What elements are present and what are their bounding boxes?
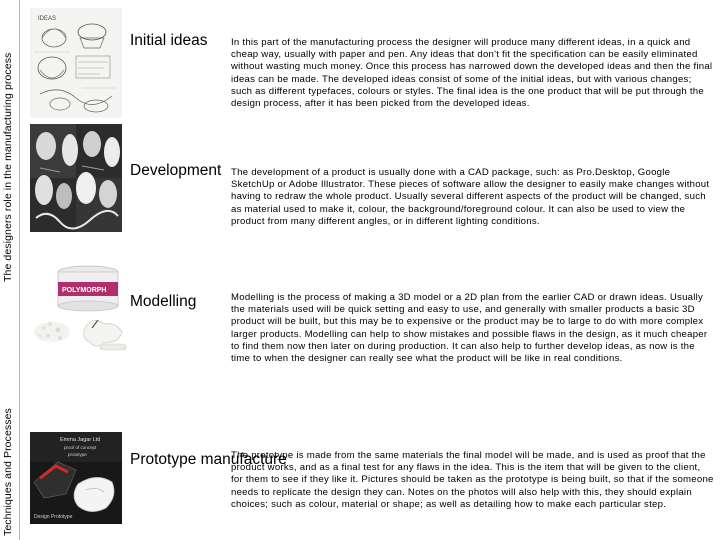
sketch-illustration	[30, 8, 122, 118]
prototype-label-1: Emma Jagar Ltd	[60, 437, 101, 443]
prototype-label-3: prototype	[68, 452, 87, 457]
row-heading: Initial ideas	[130, 32, 208, 49]
modelling-illustration	[30, 258, 132, 364]
prototype-illustration	[30, 432, 122, 524]
section-label-techniques: Techniques and Processes	[2, 408, 14, 536]
development-cad-image	[30, 124, 122, 232]
sketch-title: IDEAS	[38, 16, 57, 22]
section-divider	[19, 0, 20, 540]
modelling-materials-image	[30, 258, 132, 364]
prototype-label-2: proof of concept	[64, 445, 97, 450]
row-body-text: The development of a product is usually done with a CAD package, such: as Pro.Desktop, Google SketchUp or Adobe Illustrator. These pieces of software allow the designer to easily make changes without having to redraw the whole product. Usually several different aspects of the product will be changed, such as material used to make it, colour, the background/foreground colour. It can also be used to view the product from many different angles, or in different lighting conditions.	[231, 167, 710, 227]
row-body-text: The prototype is made from the same materials the final model will be made, and is used as proof that the product works, and as a final test for any flaws in the idea. This is the item that will be given to the client, for them to see if they like it. Pictures should be taken as the prototype is being built, so that if the someone needs to replicate the design they can. Notes on the photos will also help with this, they should explain choices; such as colour, material or shape; as well as detailing how to make each particular step.	[231, 450, 714, 510]
row-body-text: Modelling is the process of making a 3D model or a 2D plan from the earlier CAD or drawn ideas. Usually the materials used will be quick setting and easy to use, and generally with smaller products a basic 3D product will be built, but this may be to expensive or the product may be to large to do with more complex larger products. Modelling can help to show mistakes and possible flaws in the design, as it much cheaper to find them now then later on during production. It can also help to further develop ideas, as now is the time to when the designer can really see what the product will be like in real conditions.	[231, 292, 708, 365]
row-body-text: In this part of the manufacturing process the designer will produce many different ideas, in a quick and cheap way, usually with paper and pen. Any ideas that don't fit the specification can be easily eliminated without wasting much money. Once this process has narrowed down the developed ideas and then the final ideas can be made. The developed ideas consist of some of the initial ideas, but with various changes; such as different typefaces, colours or styles. The final idea is the one product that will be put through the design process, after it has been picked from the developed ideas.	[231, 37, 713, 110]
row-heading: Prototype manufacture	[130, 451, 287, 468]
prototype-label-4: Design Prototype	[34, 514, 73, 520]
section-label-designers-role: The designers role in the manufacturing process	[2, 52, 14, 282]
prototype-photo-image	[30, 432, 122, 524]
row-heading: Development	[130, 162, 222, 179]
row-heading: Modelling	[130, 293, 197, 310]
initial-ideas-sketch-image	[30, 8, 122, 118]
jar-label: POLYMORPH	[62, 287, 107, 294]
development-illustration	[30, 124, 122, 232]
